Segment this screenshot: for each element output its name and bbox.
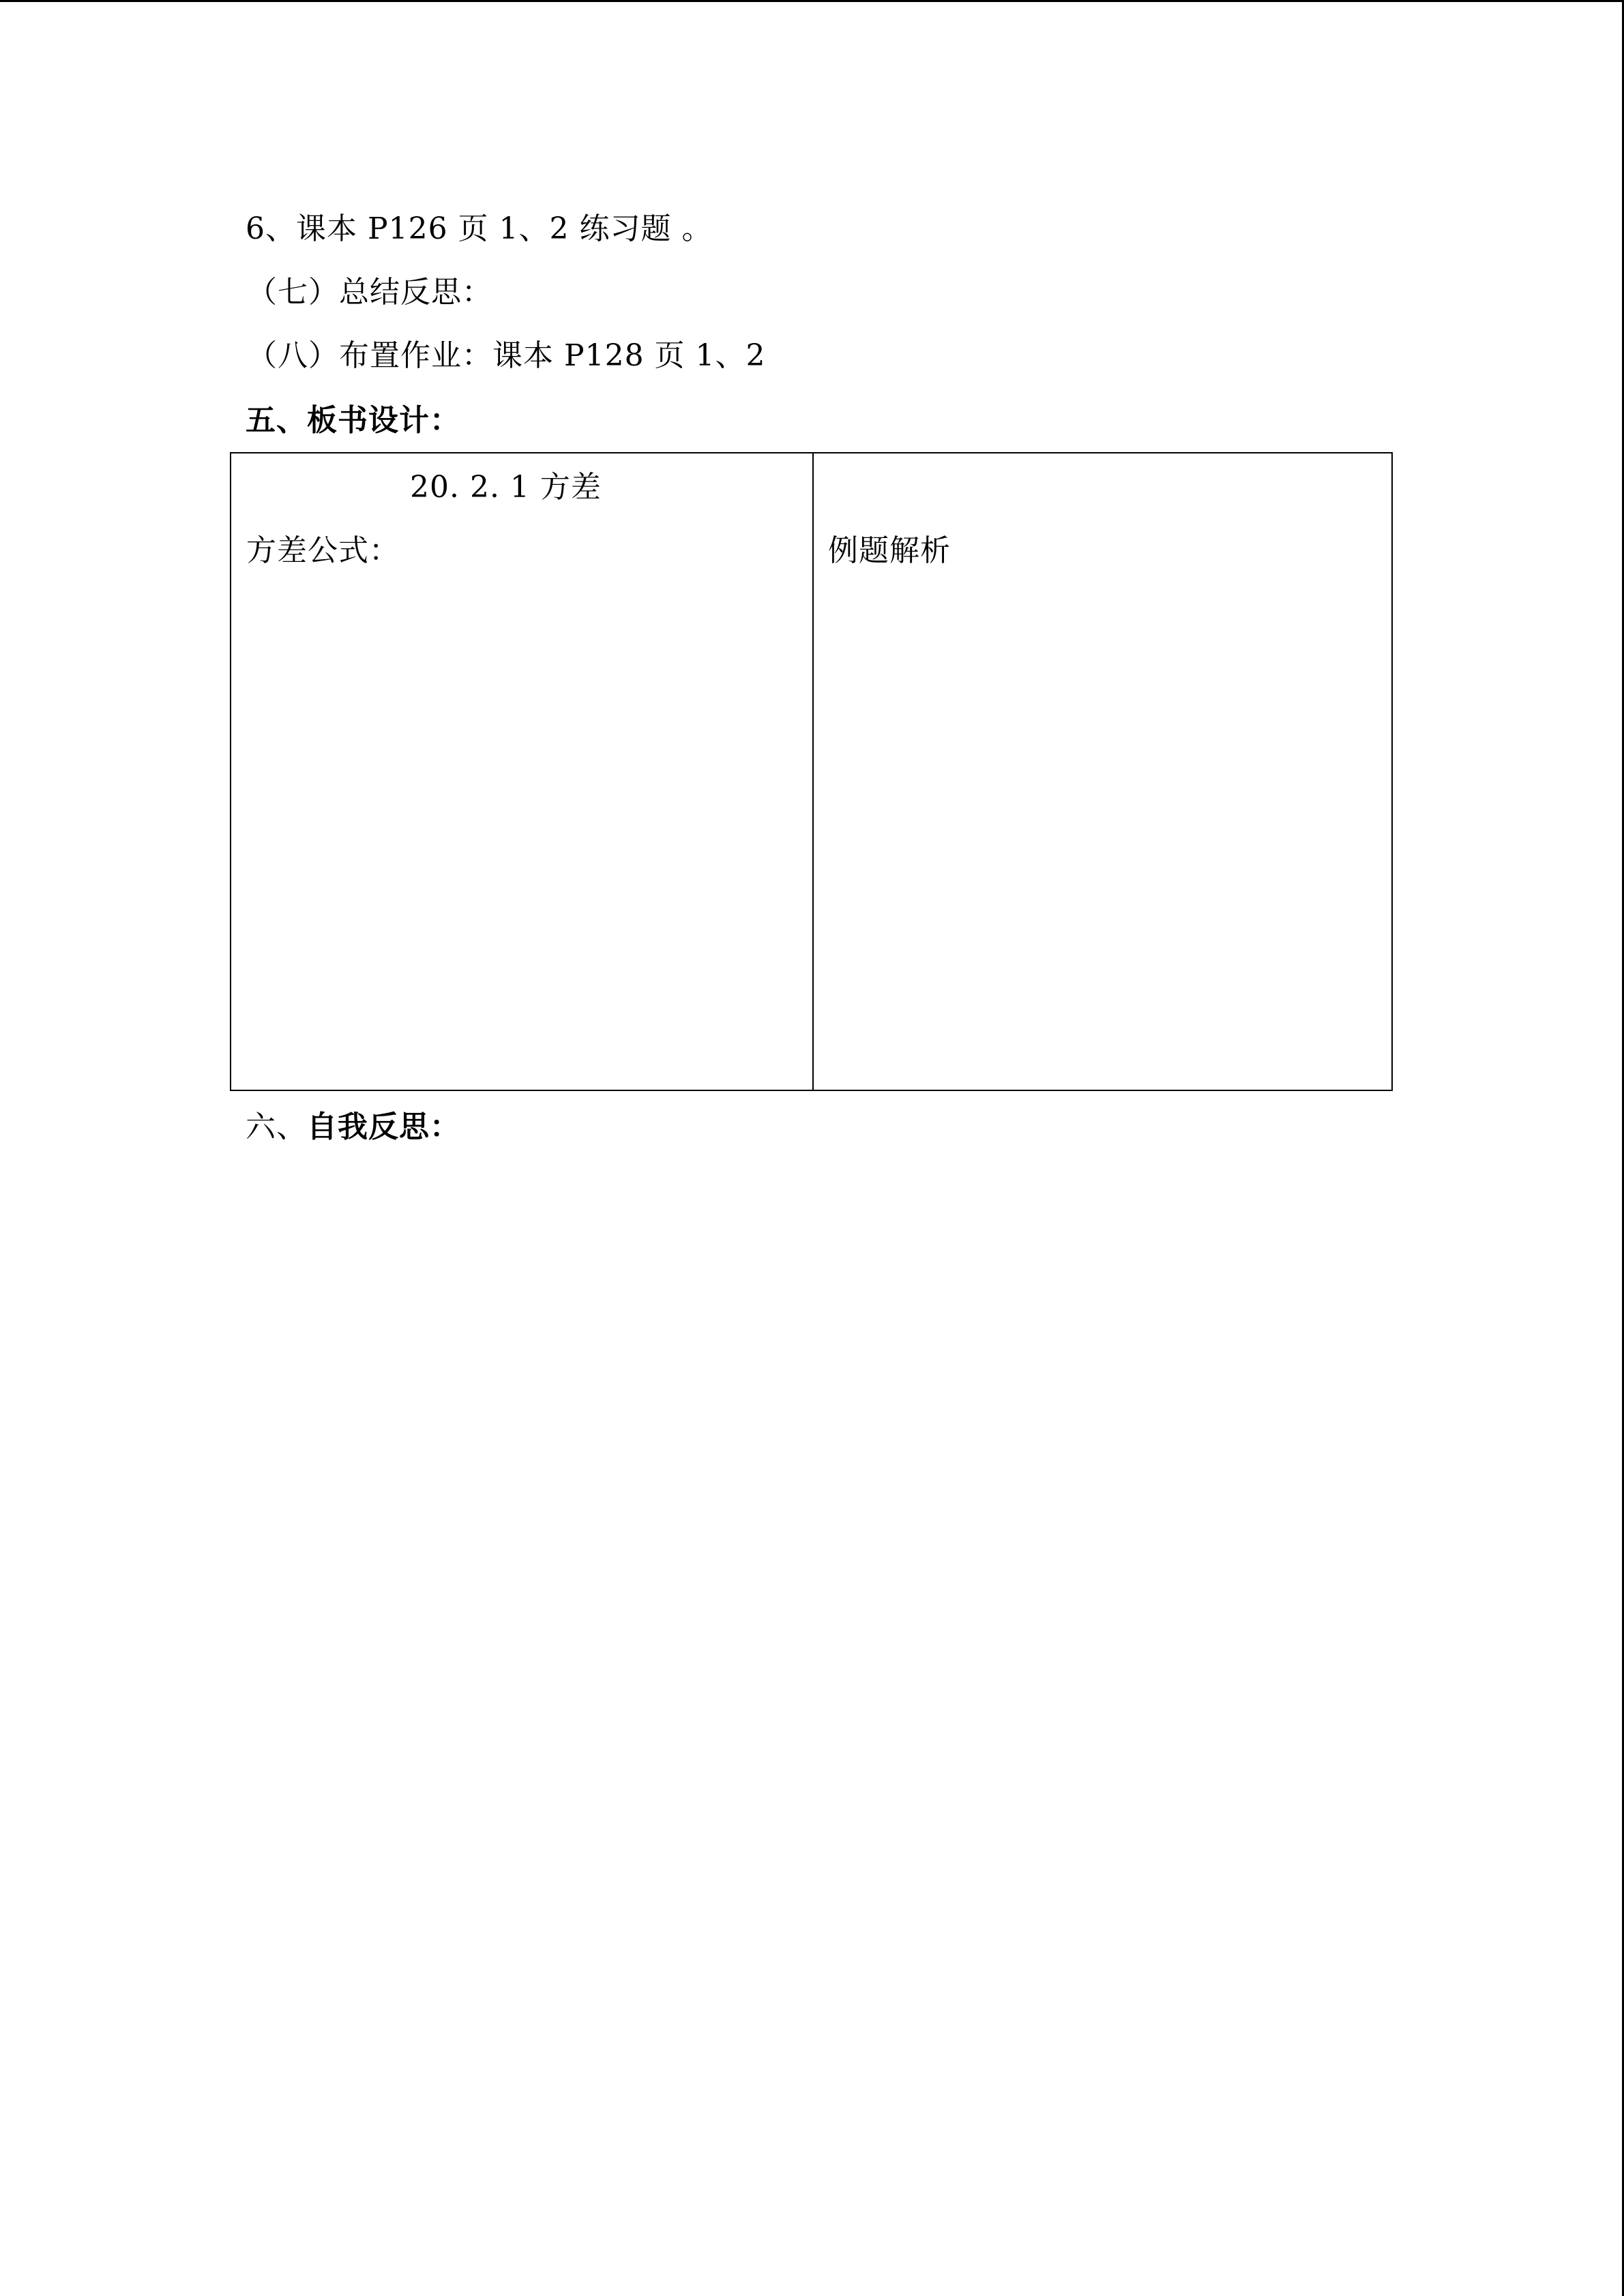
board-title: 20. 2. 1 方差 [410, 470, 602, 505]
homework-line: （八）布置作业：课本 P128 页 1、2 [247, 338, 766, 373]
reflection-title: 自我反思： [307, 1109, 460, 1144]
board-design-table [230, 452, 1393, 1091]
summary-line: （七）总结反思： [247, 275, 492, 310]
example-label: 例题解析 [828, 533, 951, 568]
reflection-prefix: 六、 [246, 1109, 307, 1144]
table-column-divider [812, 453, 814, 1090]
reflection-heading [246, 1107, 460, 1148]
board-design-heading: 五、板书设计： [246, 403, 460, 438]
page-top-border [0, 0, 1624, 2]
formula-label: 方差公式： [246, 533, 400, 568]
exercise-line: 6、课本 P126 页 1、2 练习题 。 [246, 211, 713, 246]
